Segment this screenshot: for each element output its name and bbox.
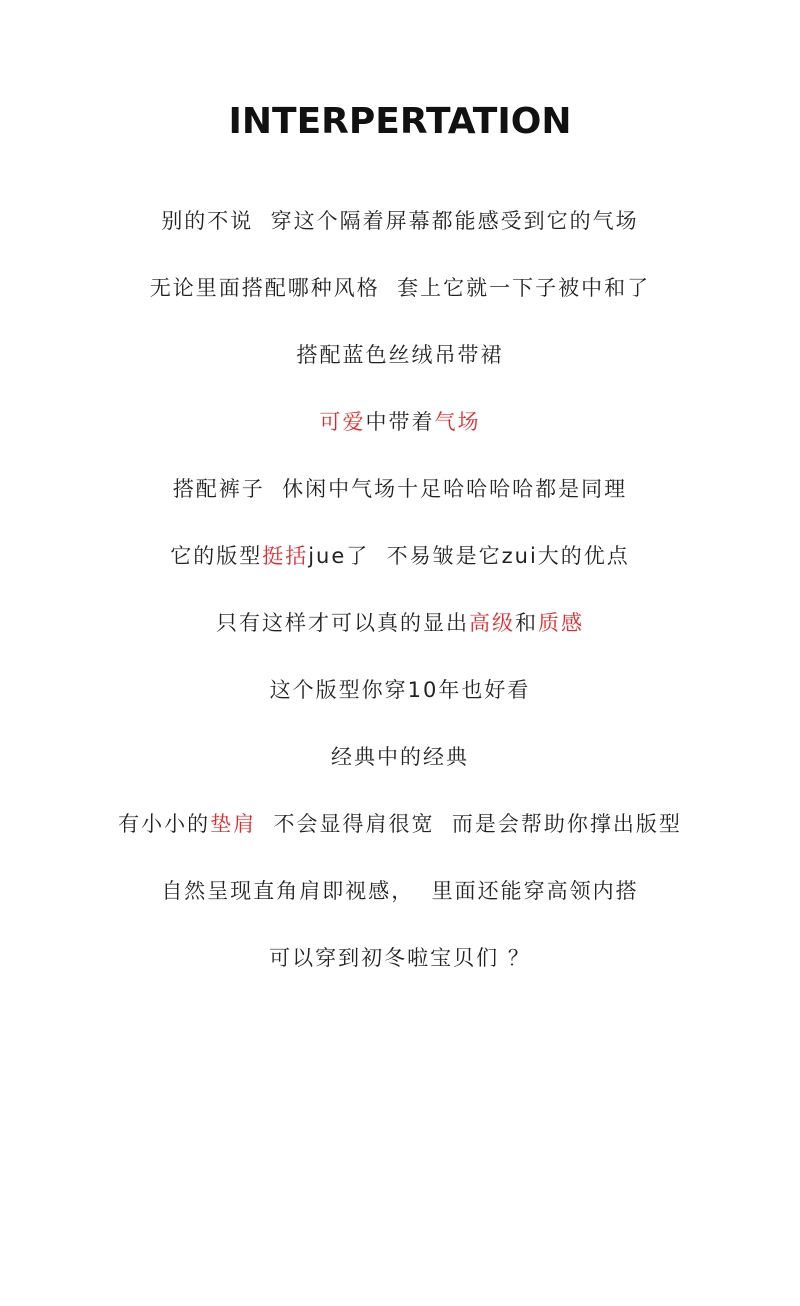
text-segment: 别的不说 穿这个隔着屏幕都能感受到它的气场 [161, 209, 639, 233]
text-line [0, 202, 800, 269]
text-segment: jue了 不易皱是它zui大的优点 [308, 544, 630, 568]
text-lines [0, 202, 800, 1006]
text-segment: 它的版型 [170, 544, 263, 568]
text-segment: 无论里面搭配哪种风格 套上它就一下子被中和了 [149, 276, 651, 300]
text-line [0, 604, 800, 671]
text-segment: 这个版型你穿10年也好看 [269, 678, 531, 702]
text-segment: 不会显得肩很宽 而是会帮助你撑出版型 [256, 812, 682, 836]
text-segment: 可以穿到初冬啦宝贝们 ？ [269, 946, 531, 970]
text-line [0, 537, 800, 604]
text-segment: 和 [515, 611, 538, 635]
page-title: INTERPERTATION [228, 101, 572, 142]
text-line [0, 872, 800, 939]
text-segment: 搭配裤子 休闲中气场十足哈哈哈哈都是同理 [172, 477, 628, 501]
highlighted-text: 挺括 [262, 544, 309, 568]
text-line [0, 671, 800, 738]
highlighted-text: 气场 [434, 410, 481, 434]
text-segment: 经典中的经典 [331, 745, 469, 769]
text-line [0, 939, 800, 1006]
text-segment: 只有这样才可以真的显出 [216, 611, 469, 635]
text-segment: 中带着 [365, 410, 435, 434]
highlighted-text: 垫肩 [210, 812, 257, 836]
text-line [0, 805, 800, 872]
text-line [0, 738, 800, 805]
highlighted-text: 质感 [538, 611, 584, 635]
text-segment: 有小小的 [118, 812, 211, 836]
text-line [0, 336, 800, 403]
text-line [0, 470, 800, 537]
text-segment: 搭配蓝色丝绒吊带裙 [296, 343, 504, 367]
highlighted-text: 高级 [469, 611, 515, 635]
highlighted-text: 可爱 [319, 410, 366, 434]
text-line [0, 269, 800, 336]
text-segment: 自然呈现直角肩即视感， 里面还能穿高领内搭 [161, 879, 639, 903]
text-line [0, 403, 800, 470]
